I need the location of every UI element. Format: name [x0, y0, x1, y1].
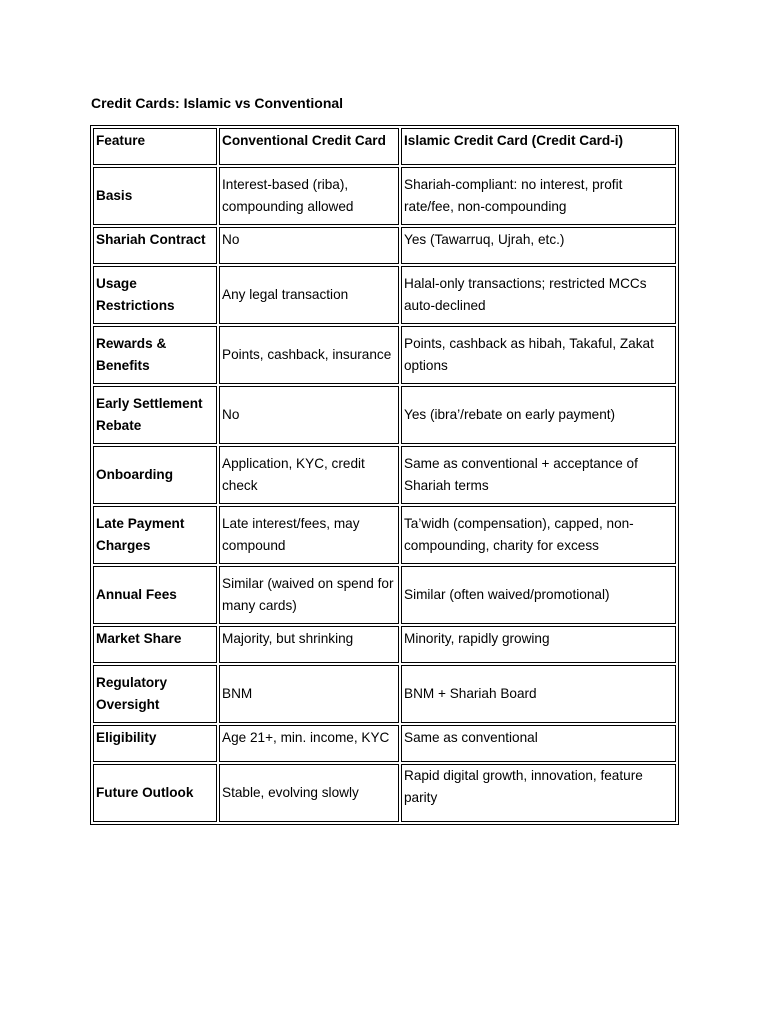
table-row	[93, 386, 676, 444]
conventional-cell: BNM	[219, 665, 399, 723]
feature-cell: Early Settlement Rebate	[93, 386, 217, 444]
conventional-cell: Interest-based (riba), compounding allowed	[219, 167, 399, 225]
table-row	[93, 764, 676, 822]
conventional-cell: No	[219, 227, 399, 264]
conventional-cell: Stable, evolving slowly	[219, 764, 399, 822]
table-row	[93, 167, 676, 225]
islamic-cell: Shariah-compliant: no interest, profit rate/fee, non-compounding	[401, 167, 676, 225]
table-row	[93, 446, 676, 504]
islamic-cell: Same as conventional	[401, 725, 676, 762]
table-row	[93, 665, 676, 723]
conventional-cell: Late interest/fees, may compound	[219, 506, 399, 564]
conventional-cell: Application, KYC, credit check	[219, 446, 399, 504]
feature-cell: Future Outlook	[93, 764, 217, 822]
table-row	[93, 725, 676, 762]
comparison-table	[90, 125, 679, 825]
feature-cell: Market Share	[93, 626, 217, 663]
table-row	[93, 626, 676, 663]
islamic-cell: Rapid digital growth, innovation, feature parity	[401, 764, 676, 822]
header-conventional: Conventional Credit Card	[219, 128, 399, 165]
conventional-cell: Majority, but shrinking	[219, 626, 399, 663]
table-row	[93, 326, 676, 384]
feature-cell: Eligibility	[93, 725, 217, 762]
islamic-cell: Halal-only transactions; restricted MCCs auto-declined	[401, 266, 676, 324]
header-feature: Feature	[93, 128, 217, 165]
feature-cell: Shariah Contract	[93, 227, 217, 264]
islamic-cell: Similar (often waived/promotional)	[401, 566, 676, 624]
feature-cell: Annual Fees	[93, 566, 217, 624]
conventional-cell: Similar (waived on spend for many cards)	[219, 566, 399, 624]
islamic-cell: Points, cashback as hibah, Takaful, Zakat options	[401, 326, 676, 384]
conventional-cell: Points, cashback, insurance	[219, 326, 399, 384]
feature-cell: Late Payment Charges	[93, 506, 217, 564]
feature-cell: Onboarding	[93, 446, 217, 504]
table-row	[93, 227, 676, 264]
table-header-row	[93, 128, 676, 165]
feature-cell: Rewards & Benefits	[93, 326, 217, 384]
islamic-cell: BNM + Shariah Board	[401, 665, 676, 723]
conventional-cell: Any legal transaction	[219, 266, 399, 324]
islamic-cell: Ta’widh (compensation), capped, non-compounding, charity for excess	[401, 506, 676, 564]
islamic-cell: Minority, rapidly growing	[401, 626, 676, 663]
islamic-cell: Yes (Tawarruq, Ujrah, etc.)	[401, 227, 676, 264]
table-row	[93, 266, 676, 324]
document-title: Credit Cards: Islamic vs Conventional	[91, 95, 344, 111]
header-islamic: Islamic Credit Card (Credit Card-i)	[401, 128, 676, 165]
islamic-cell: Yes (ibra’/rebate on early payment)	[401, 386, 676, 444]
feature-cell: Basis	[93, 167, 217, 225]
feature-cell: Regulatory Oversight	[93, 665, 217, 723]
conventional-cell: Age 21+, min. income, KYC	[219, 725, 399, 762]
islamic-cell: Same as conventional + acceptance of Shariah terms	[401, 446, 676, 504]
feature-cell: Usage Restrictions	[93, 266, 217, 324]
comparison-table-grid	[91, 126, 678, 824]
conventional-cell: No	[219, 386, 399, 444]
table-row	[93, 506, 676, 564]
table-row	[93, 566, 676, 624]
